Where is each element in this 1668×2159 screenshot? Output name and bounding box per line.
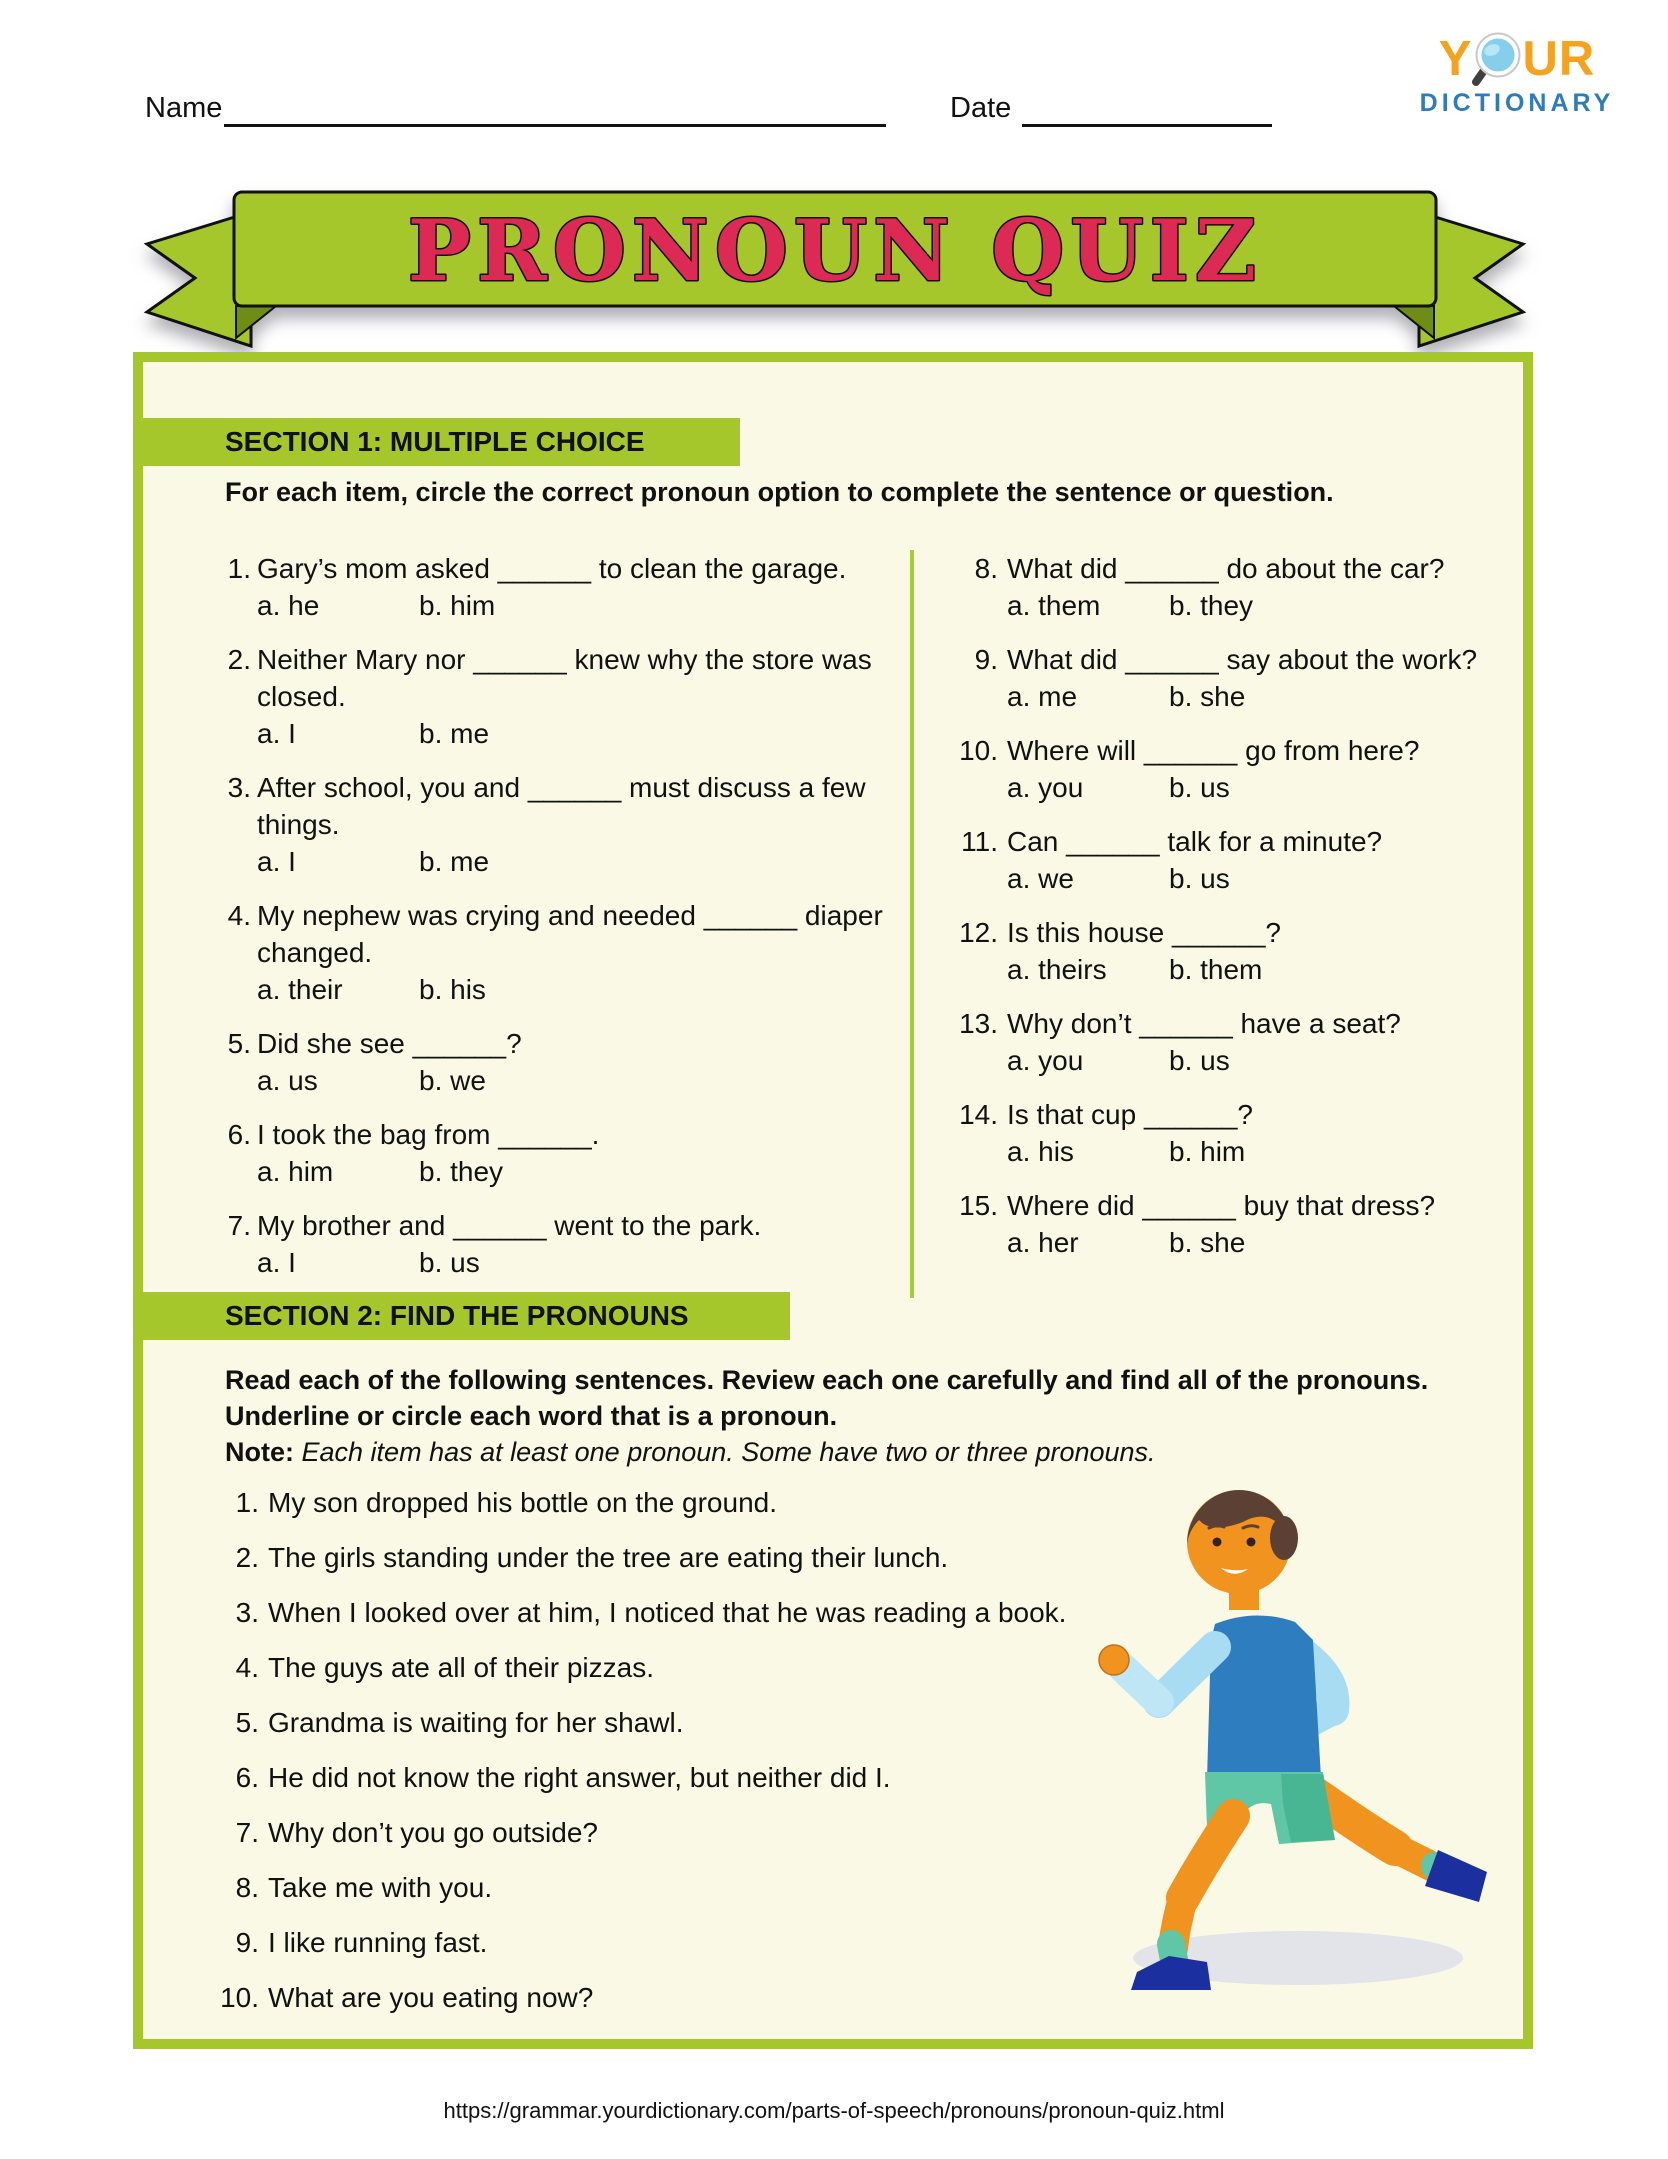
question-text: Why don’t ______ have a seat? [1007,1008,1401,1039]
question-number: 6. [227,1119,251,1150]
footer-url-row [0,2098,1668,2124]
magnifier-icon [1471,32,1523,88]
logo-letters-ur: UR [1522,32,1596,86]
sentence-number: 4. [235,1652,259,1683]
worksheet-card [133,352,1533,2049]
section2-header [133,1292,790,1340]
ribbon-right-fold [1394,306,1434,338]
logo-letter-y: Y [1438,32,1473,86]
section1-instructions: For each item, circle the correct pronoun option to complete the sentence or question. [225,477,1334,507]
mcq-item [954,1096,1523,1170]
mcq-item [225,1207,910,1281]
option-b: b. them [1169,954,1263,985]
option-a: a. you [1007,772,1084,803]
question-text: What did ______ say about the work? [1007,644,1478,675]
sentence-item [211,1924,1221,1961]
date-blank-line [1022,94,1272,127]
mcq-item [225,769,910,880]
option-b: b. us [419,1247,480,1278]
sentence-text: I like running fast. [268,1927,488,1958]
sentence-text: Grandma is waiting for her shawl. [268,1707,684,1738]
section1-header [133,418,740,466]
sentence-number: 1. [235,1487,259,1518]
sentence-number: 7. [235,1817,259,1848]
mcq-item [225,1025,910,1099]
sentence-number: 2. [235,1542,259,1573]
mcq-item [954,1005,1523,1079]
note-label: Note: [225,1437,294,1467]
option-a: a. him [257,1156,334,1187]
question-number: 13. [959,1008,998,1039]
option-a: a. them [1007,590,1101,621]
option-a: a. me [1007,681,1078,712]
name-label: Name [145,92,223,124]
mcq-item [954,732,1523,806]
sentence-number: 6. [235,1762,259,1793]
running-boy-illustration [1083,1442,1507,2008]
option-b: b. his [419,974,486,1005]
option-a: a. I [257,846,296,877]
sentence-text: What are you eating now? [268,1982,594,2013]
sentence-number: 10. [220,1982,259,2013]
sentence-item [211,1594,1221,1631]
footer-url[interactable]: https://grammar.yourdictionary.com/parts-of-speech/pronouns/pronoun-quiz.html [443,2098,1225,2123]
option-b: b. they [1169,590,1254,621]
question-text: Neither Mary nor ______ knew why the store was closed. [257,644,872,712]
option-b: b. they [419,1156,504,1187]
sentence-text: Why don’t you go outside? [268,1817,598,1848]
logo-dictionary: DICTIONARY [1419,89,1615,117]
option-a: a. he [257,590,320,621]
question-text: Gary’s mom asked ______ to clean the garage. [257,553,847,584]
mcq-item [954,1187,1523,1261]
section2-title: SECTION 2: FIND THE PRONOUNS [225,1300,689,1331]
question-number: 5. [227,1028,251,1059]
question-number: 3. [227,772,251,803]
mcq-item [225,897,910,1008]
question-text: Can ______ talk for a minute? [1007,826,1383,857]
option-b: b. me [419,718,490,749]
mcq-item [225,1116,910,1190]
question-number: 14. [959,1099,998,1130]
option-b: b. me [419,846,490,877]
question-number: 4. [227,900,251,931]
note-text: Each item has at least one pronoun. Some have two or three pronouns. [301,1437,1156,1467]
question-number: 8. [974,553,998,584]
sentence-item [211,1869,1221,1906]
question-number: 15. [959,1190,998,1221]
mcq-grid [225,550,1523,1298]
question-number: 9. [974,644,998,675]
question-text: What did ______ do about the car? [1007,553,1445,584]
sentence-text: He did not know the right answer, but neither did I. [268,1762,891,1793]
question-number: 1. [227,553,251,584]
sentence-item [211,1539,1221,1576]
option-b: b. we [419,1065,486,1096]
sentence-item [211,1759,1221,1796]
sentence-number: 3. [235,1597,259,1628]
question-number: 12. [959,917,998,948]
section2-instructions: Read each of the following sentences. Review each one carefully and find all of the pronouns. Underline or circle each word that is a pronoun. [225,1365,1429,1431]
option-b: b. she [1169,1227,1246,1258]
option-a: a. I [257,1247,296,1278]
mcq-column-right [910,550,1523,1298]
mcq-item [225,550,910,624]
question-text: My brother and ______ went to the park. [257,1210,762,1241]
name-blank-line [224,94,886,127]
mcq-item [225,641,910,752]
banner-title: PRONOUN QUIZ [407,201,1263,300]
option-a: a. their [257,974,343,1005]
question-text: Where did ______ buy that dress? [1007,1190,1436,1221]
option-b: b. us [1169,1045,1230,1076]
sentence-text: The guys ate all of their pizzas. [268,1652,654,1683]
option-a: a. I [257,718,296,749]
question-text: My nephew was crying and needed ______ diaper changed. [257,900,883,968]
option-a: a. his [1007,1136,1074,1167]
sentence-text: Take me with you. [268,1872,493,1903]
option-a: a. you [1007,1045,1084,1076]
date-label: Date [950,92,1012,124]
sentence-text: My son dropped his bottle on the ground. [268,1487,778,1518]
question-number: 2. [227,644,251,675]
sentence-list [211,1484,1221,2034]
question-number: 10. [959,735,998,766]
sentence-number: 9. [235,1927,259,1958]
mcq-item [954,641,1523,715]
option-b: b. him [1169,1136,1246,1167]
sentence-text: When I looked over at him, I noticed that he was reading a book. [268,1597,1067,1628]
question-text: Is that cup ______? [1007,1099,1253,1130]
option-a: a. theirs [1007,954,1107,985]
option-b: b. us [1169,772,1230,803]
sentence-text: The girls standing under the tree are eating their lunch. [268,1542,949,1573]
mcq-column-left [225,550,910,1298]
sentence-item [211,1979,1221,2016]
mcq-item [954,914,1523,988]
question-text: Did she see ______? [257,1028,522,1059]
question-text: Where will ______ go from here? [1007,735,1420,766]
sentence-item [211,1484,1221,1521]
question-text: Is this house ______? [1007,917,1281,948]
mcq-item [954,823,1523,897]
option-a: a. us [257,1065,318,1096]
option-a: a. her [1007,1227,1079,1258]
yourdictionary-logo [1392,30,1642,118]
question-number: 11. [961,826,998,857]
question-number: 7. [227,1210,251,1241]
option-b: b. him [419,590,496,621]
option-b: b. she [1169,681,1246,712]
sentence-item [211,1704,1221,1741]
section2-note [225,1437,1156,1468]
ribbon-left-fold [236,306,276,338]
section1-title: SECTION 1: MULTIPLE CHOICE [225,426,645,457]
sentence-item [211,1814,1221,1851]
logo-your [1392,30,1642,88]
question-text: After school, you and ______ must discuss a few things. [257,772,866,840]
sentence-number: 5. [235,1707,259,1738]
option-b: b. us [1169,863,1230,894]
mcq-item [954,550,1523,624]
sentence-item [211,1649,1221,1686]
option-a: a. we [1007,863,1074,894]
sentence-number: 8. [235,1872,259,1903]
question-text: I took the bag from ______. [257,1119,600,1150]
